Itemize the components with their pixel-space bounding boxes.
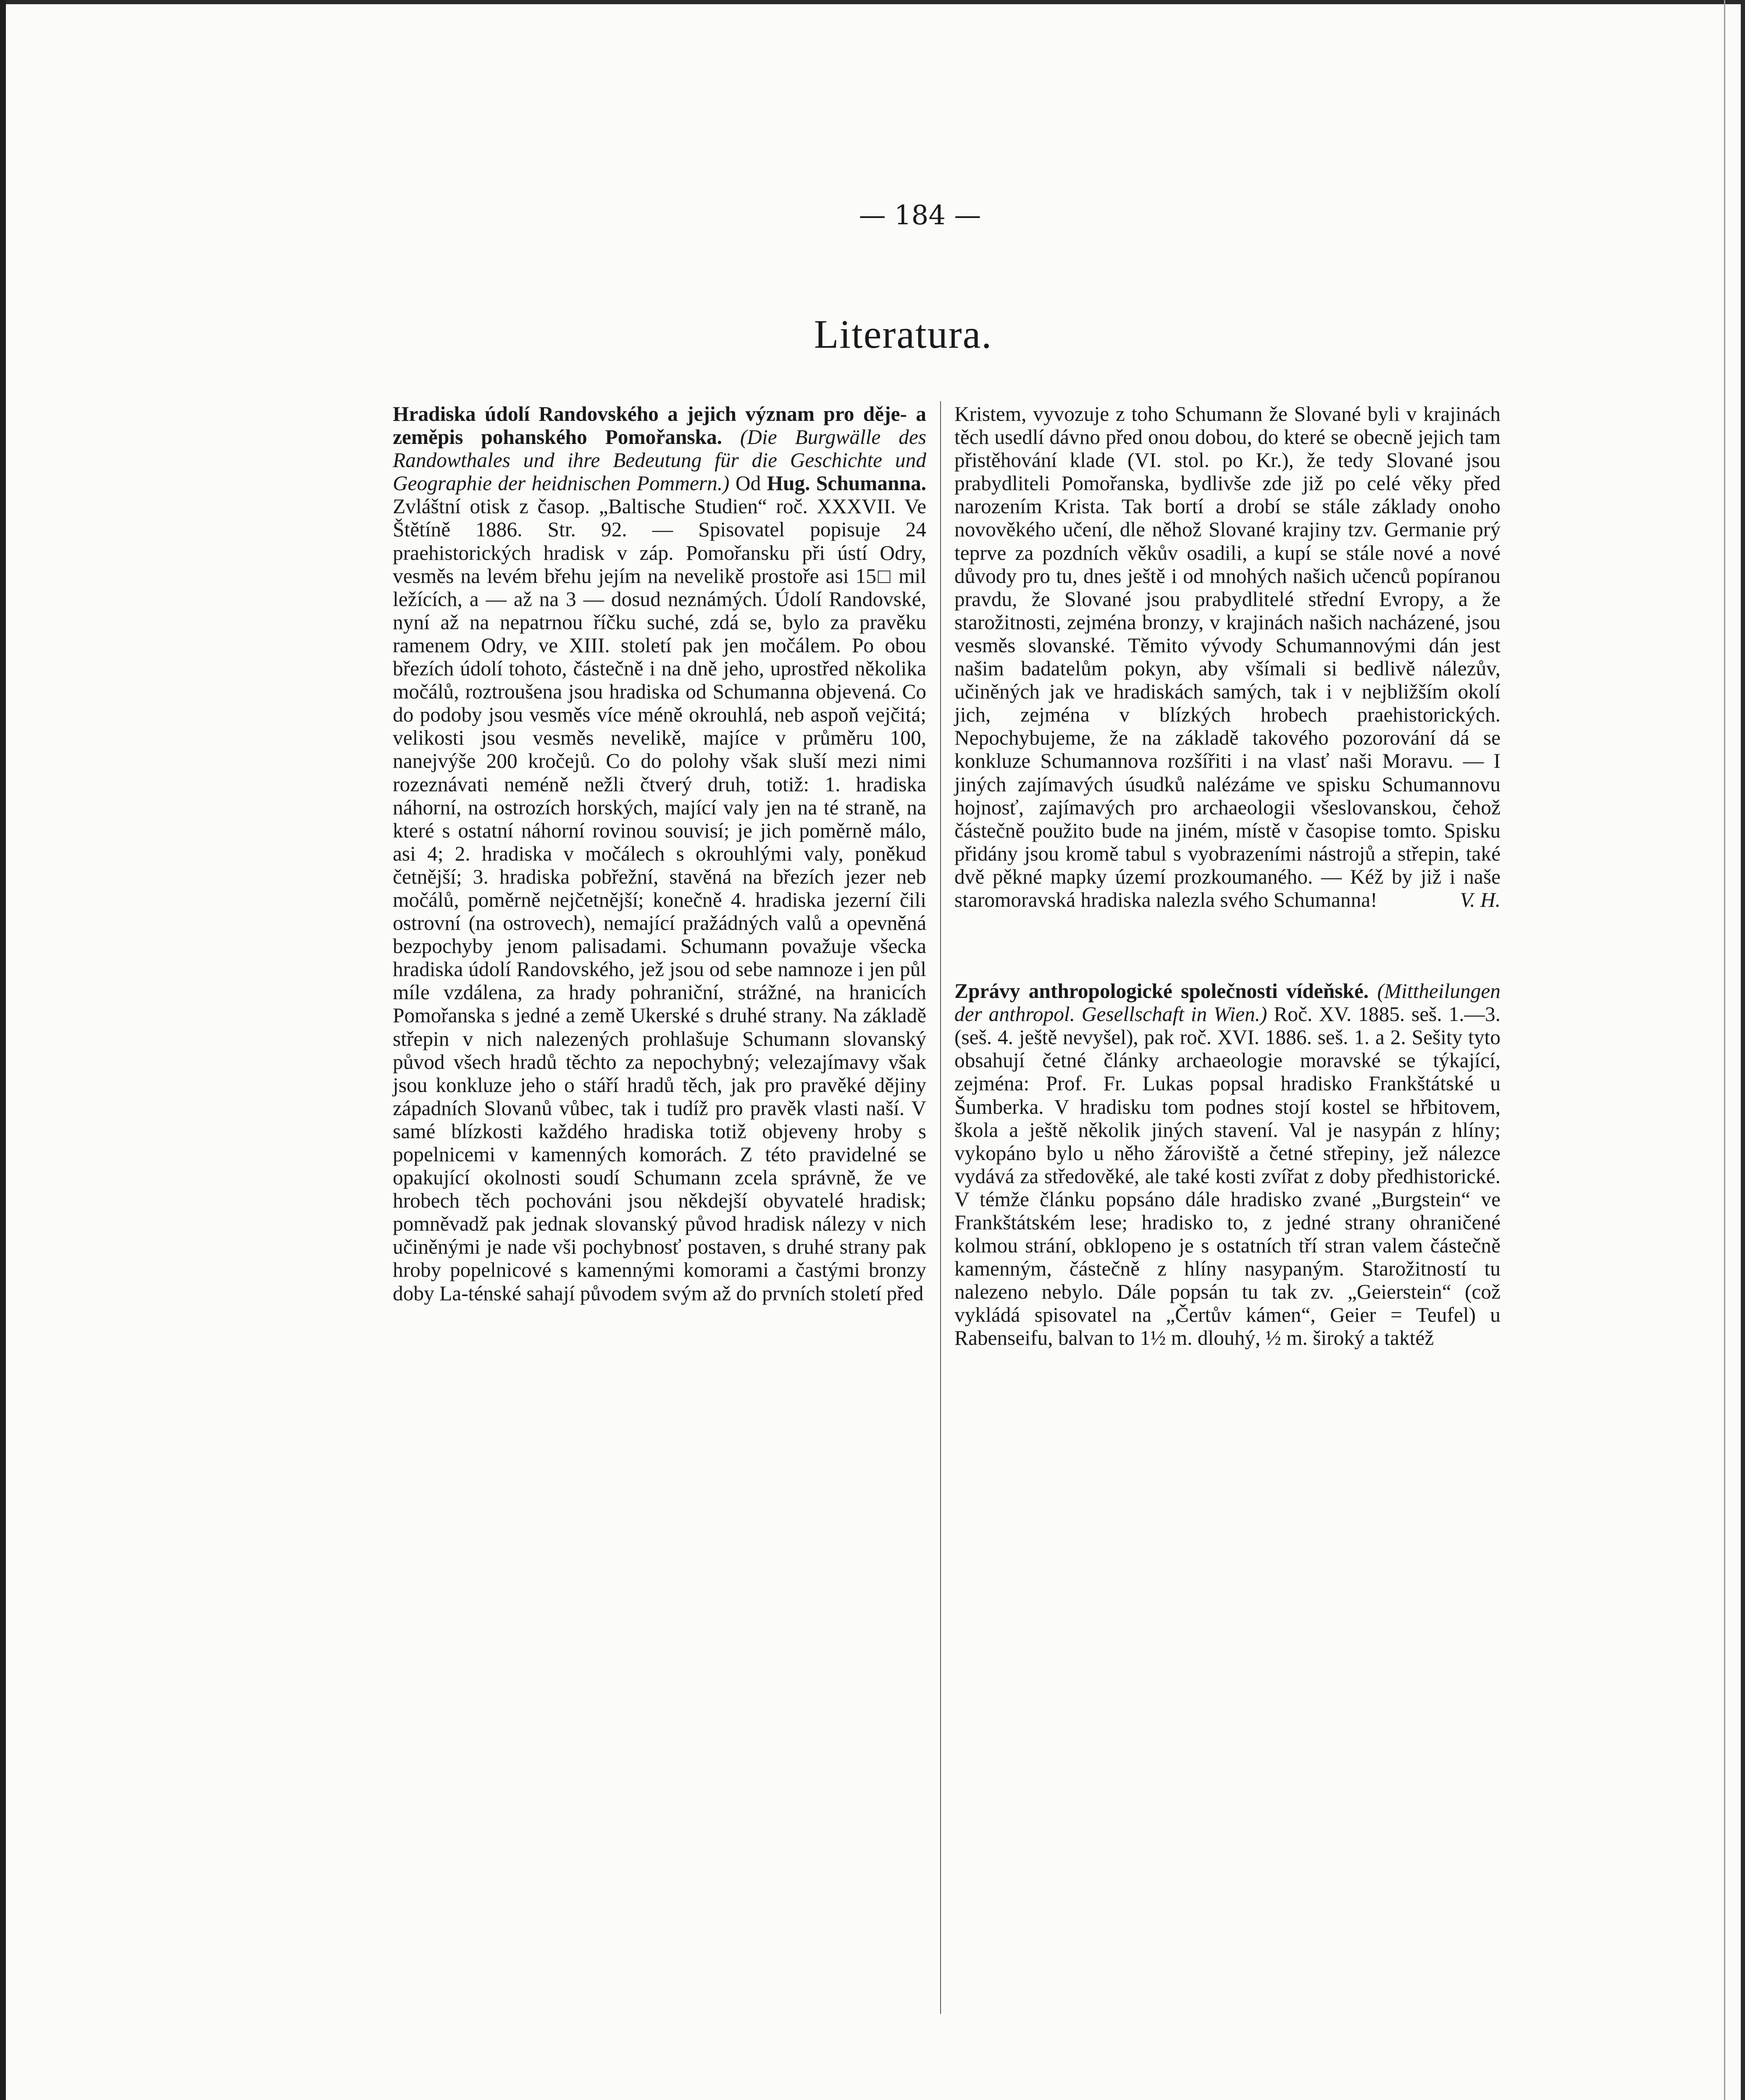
- entry-1-body-left: Zvláštní otisk z časop. „Baltische Studien“ roč. XXXVII. Ve Štětíně 1886. Str. 92. — Spisovatel popisuje 24 praehistorických hradisk v záp. Pomořansku při ústí Odry, vesměs na levém břehu jejím na nevelikě prostoře asi 15□ mil ležících, a — až na 3 — dosud neznámých. Údolí Randovské, nyní až na nepatrnou říčku suché, zdá se, bylo za pravěku ramenem Odry, ve XIII. století pak jen močálem. Po obou březích údolí tohoto, částečně i na dně jeho, uprostřed několika močálů, roztroušena jsou hradiska od Schumanna objevená. Co do podoby jsou vesměs více méně okrouhlá, neb aspoň vejčitá; velikosti jsou vesměs nevelikě, majíce v průměru 100, nanejvýše 200 kročejů. Co do polohy však sluší mezi nimi rozeznávati neméně nežli čtverý druh, totiž: 1. hradiska náhorní, na ostrozích horských, mající valy jen na té straně, na které s ostatní náhorní rovinou souvisí; je jich poměrně málo, asi 4; 2. hradiska v močálech s okrouhlými valy, poněkud četnější; 3. hradiska pobřežní, stavěná na březích jezer neb močálů, poměrně nejčetnější; konečně 4. hradiska jezerní čili ostrovní (na ostrovech), nemající pražádných valů a opevněná bezpochyby jenom palisadami. Schumann považuje všecka hradiska údolí Randovského, jež jsou od sebe namnoze i jen půl míle vzdálena, za hrady pohraniční, strážné, na hranicích Pomořanska s jedné a země Ukerské s druhé strany. Na základě střepin v nich nalezených prohlašuje Schumann slovanský původ všech hradů těchto za nepochybný; velezajímavy však jsou konkluze jeho o stáří hradů těch, jak pro pravěké dějiny západních Slovanů vůbec, tak i tudíž pro pravěk vlasti naší. V samé blízkosti každého hradiska totiž objeveny hroby s popelnicemi v kamenných komorách. Z této pravidelné se opakující okolnosti soudí Schumann zcela správně, že ve hrobech těch pochováni jsou někdejší obyvatelé hradisk; pomněvadž pak jednak slovanský původ hradisk nálezy v nich učiněnými je nade vši pochybnosť postaven, s druhé strany pak hroby popelnicové s kamennými komorami a častými bronzy doby La-ténské sahají původem svým až do prvních století před: [393, 495, 926, 1305]
- entry-1-author: Hug. Schumanna.: [767, 472, 926, 495]
- entry-2-body: Roč. XV. 1885. seš. 1.—3. (seš. 4. ještě nevyšel), pak roč. XVI. 1886. seš. 1. a 2. Sešity tyto obsahují četné články archaeologie moravské se týkající, zejména: Prof. Fr. Lukas popsal hradisko Frankštátské u Šumberka. V hradisku tom podnes stojí kostel se hřbitovem, škola a ještě několik jiných stavení. Val je nasypán z hlíny; vykopáno bylo u něho žároviště a četné střepiny, jež nálezce vydává za středověké, ale také kosti zvířat z doby předhistorické. V témže článku popsáno dále hradisko zvané „Burgstein“ ve Frankštátském lese; hradisko to, z jedné strany ohraničené kolmou strání, obklopeno je s ostatních tří stran valem částečně kamenným, částečně z hlíny nasypaným. Starožitností tu nalezeno nebylo. Dále popsán tu tak zv. „Geierstein“ (což vykládá spisovatel na „Čertův kámen“, Geier = Teufel) u Rabenseifu, balvan to 1½ m. dlouhý, ½ m. široký a taktéž: [954, 1003, 1501, 1350]
- entry-1-signature: V. H.: [1460, 888, 1501, 911]
- entry-1-heading: Hradiska údolí Randovského a jejich význam pro děje- a zeměpis pohanského Pomořanska.: [393, 402, 926, 449]
- entry-2: [954, 979, 1501, 1350]
- entry-1: [393, 402, 926, 1305]
- left-column: [393, 402, 926, 1305]
- scan-binding-line: [1724, 0, 1725, 2100]
- section-title: Literatura.: [814, 312, 993, 357]
- entry-1-german-title: (Die Burgwälle des Randowthales und ihre Bedeutung für die Geschichte und Geographie der heidnischen Pommern.): [393, 425, 926, 495]
- entry-1-continued: [954, 402, 1501, 911]
- scan-right-edge: [1741, 0, 1745, 2100]
- entry-1-author-prefix: Od: [735, 472, 761, 495]
- entry-1-body-right: Kristem, vyvozuje z toho Schumann že Slované byli v krajinách těch usedlí dávno před onou dobou, do které se obecně jejich tam přistěhování klade (VI. stol. po Kr.), že tedy Slované jsou prabydliteli Pomořanska, bydlivše zde již po celé věky před narozením Krista. Tak bortí a drobí se stále základy onoho novověkého učení, dle něhož Slované krajiny tzv. Germanie prý teprve za pozdních věkův osadili, a kupí se stále nové a nové důvody pro tu, dnes ještě i od mnohých našich učenců popíranou pravdu, že Slované jsou prabydlitelé střední Evropy, a že starožitnosti, zejména bronzy, v krajinách našich nacházené, jsou vesměs slovanské. Těmito vývody Schumannovými dán jest našim badatelům pokyn, aby všímali si bedlivě nálezův, učiněných jak ve hradiskách samých, tak i v nejbližším okolí jich, zejména v blízkých hrobech praehistorických. Nepochybujeme, že na základě takového pozorování dá se konkluze Schumannova rozšířiti i na vlasť naši Moravu. — I jiných zajímavých úsudků nalézáme ve spisku Schumannovu hojnosť, zajímavých pro archaeologii všeslovanskou, čehož částečně použito bude na jiném, místě v časopise tomto. Spisku přidány jsou kromě tabul s vyobrazeními nástrojů a střepin, také dvě pěkné mapky území prozkoumaného. — Kéž by již i naše staromoravská hradiska nalezla svého Schumanna!: [954, 402, 1501, 911]
- scan-left-edge: [0, 0, 6, 2100]
- right-column: [954, 402, 1501, 1350]
- column-divider: [940, 401, 941, 2014]
- page-number: — 184 —: [859, 200, 981, 231]
- entry-2-german-title: (Mittheilungen der anthropol. Gesellschaft in Wien.): [954, 979, 1501, 1026]
- entry-2-heading: Zprávy anthropologické společnosti vídeňské.: [954, 979, 1369, 1003]
- scan-top-edge: [0, 0, 1745, 4]
